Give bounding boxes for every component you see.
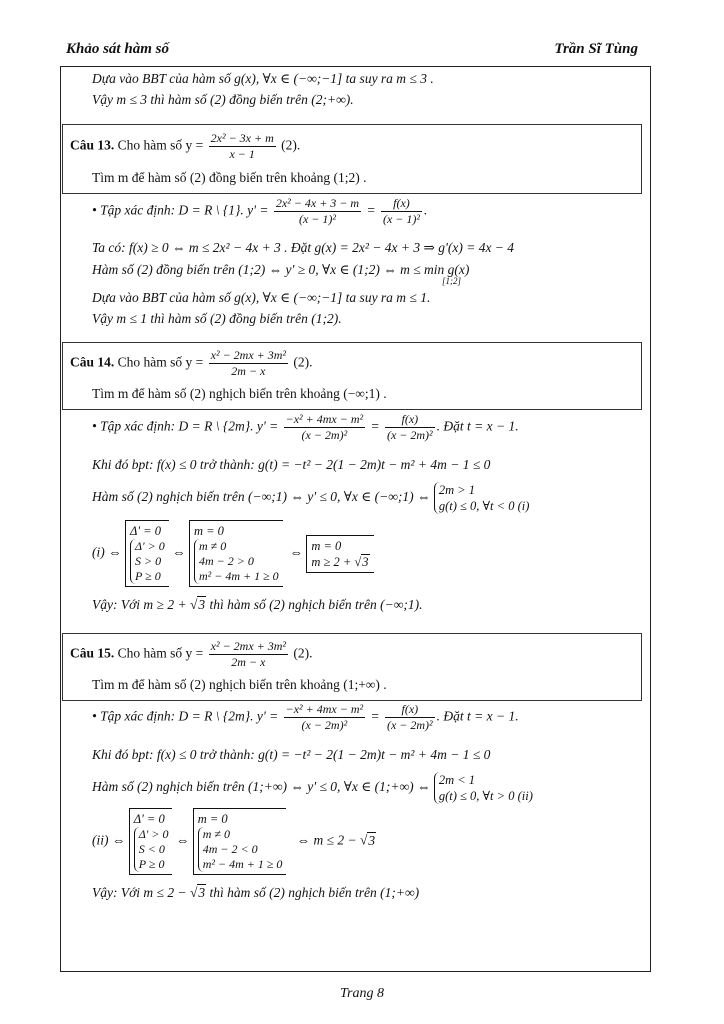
page-number: Trang 8 (340, 986, 384, 1001)
header-title: Khảo sát hàm số (66, 41, 169, 57)
top-line-2: Vậy m ≤ 3 thì hàm số (2) đồng biến trên (2;+∞). (92, 92, 354, 107)
q13-step-4: Dựa vào BBT của hàm số g(x), ∀x ∈ (−∞;−1] ta suy ra m ≤ 1. (92, 290, 431, 305)
q13-step-3: Hàm số (2) đồng biến trên (1;2) ⇔ y' ≥ 0, ∀x ∈ (1;2) ⇔ m ≤ min g(x) [1;2] (92, 262, 470, 286)
q14-step-2: Khi đó bpt: f(x) ≤ 0 trở thành: g(t) = −t² − 2(1 − 2m)t − m² + 4m − 1 ≤ 0 (92, 457, 491, 472)
question-14-task: Tìm m để hàm số (2) nghịch biến trên khoảng (−∞;1) . (92, 386, 387, 401)
q13-step-1: • Tập xác định: D = R \ {1}. y' = $\frac{\text{2x² − 4x + 3 − m}}{\text{(x − 1)²}}$ = $\frac{f(x)}{\text{(x − 1)²}}$ . (92, 196, 428, 226)
question-15-task: Tìm m để hàm số (2) nghịch biến trên khoảng (1;+∞) . (92, 677, 387, 692)
q13-step-2: Ta có: f(x) ≥ 0 ⇔ m ≤ 2x² − 4x + 3 . Đặt g(x) = 2x² − 4x + 3 ⇒ g'(x) = 4x − 4 (92, 240, 515, 255)
q15-step-3: Hàm số (2) nghịch biến trên (1;+∞) ⇔ y' ≤ 0, ∀x ∈ (1;+∞) ⇔ 2m < 1 g(t) ≤ 0, ∀t > 0 (ii) (92, 773, 533, 803)
header-author: Trần Sĩ Tùng (554, 41, 638, 57)
question-13-statement: Câu 13. Cho hàm số y = $\frac{\text{2x² − 3x + m}}{x - 1}$ (2). (70, 131, 301, 161)
q14-step-1: • Tập xác định: D = R \ {2m}. y' = $\frac{\text{−x² + 4mx − m²}}{\text{(x − 2m)²}}$ = $\frac{f(x)}{\text{(x − 2m)²}}$ . Đặt t = x − 1. (92, 412, 519, 442)
question-14-statement: Câu 14. Cho hàm số y = $\frac{\text{x² − 2mx + 3m²}}{2m - x}$ (2). (70, 348, 313, 378)
q15-step-2: Khi đó bpt: f(x) ≤ 0 trở thành: g(t) = −t² − 2(1 − 2m)t − m² + 4m − 1 ≤ 0 (92, 747, 491, 762)
top-line-1: Dựa vào BBT của hàm số g(x), ∀x ∈ (−∞;−1] ta suy ra m ≤ 3 . (92, 71, 434, 86)
q15-conclusion: Vậy: Với m ≤ 2 − √3 thì hàm số (2) nghịch biến trên (1;+∞) (92, 885, 420, 900)
question-13-task: Tìm m để hàm số (2) đồng biến trên khoảng (1;2) . (92, 170, 367, 185)
q15-step-1: • Tập xác định: D = R \ {2m}. y' = $\frac{\text{−x² + 4mx − m²}}{\text{(x − 2m)²}}$ = $\frac{f(x)}{\text{(x − 2m)²}}$ . Đặt t = x − 1. (92, 702, 519, 732)
q13-function-fraction: $\frac{\text{2x² − 3x + m}}{x - 1}$ (210, 131, 274, 161)
q13-step-5: Vậy m ≤ 1 thì hàm số (2) đồng biến trên (1;2). (92, 311, 342, 326)
q14-step-3: Hàm số (2) nghịch biến trên (−∞;1) ⇔ y' ≤ 0, ∀x ∈ (−∞;1) ⇔ 2m > 1 g(t) ≤ 0, ∀t < 0 (i) (92, 483, 530, 513)
question-15-statement: Câu 15. Cho hàm số y = $\frac{\text{x² − 2mx + 3m²}}{2m - x}$ (2). (70, 639, 313, 669)
q15-equivalence: (ii) ⇔ Δ' = 0 Δ' > 0 S < 0 P ≥ 0 ⇔ m = 0 m ≠ 0 4m − 2 < 0 m² − 4m + 1 ≥ 0 ⇔ m ≤ 2 − √3 (92, 808, 376, 875)
q14-equivalence: (i) ⇔ Δ' = 0 Δ' > 0 S > 0 P ≥ 0 ⇔ m = 0 m ≠ 0 4m − 2 > 0 m² − 4m + 1 ≥ 0 ⇔ m = 0 m ≥ 2 + √3 (92, 520, 374, 587)
q14-conclusion: Vậy: Với m ≥ 2 + √3 thì hàm số (2) nghịch biến trên (−∞;1). (92, 597, 423, 612)
